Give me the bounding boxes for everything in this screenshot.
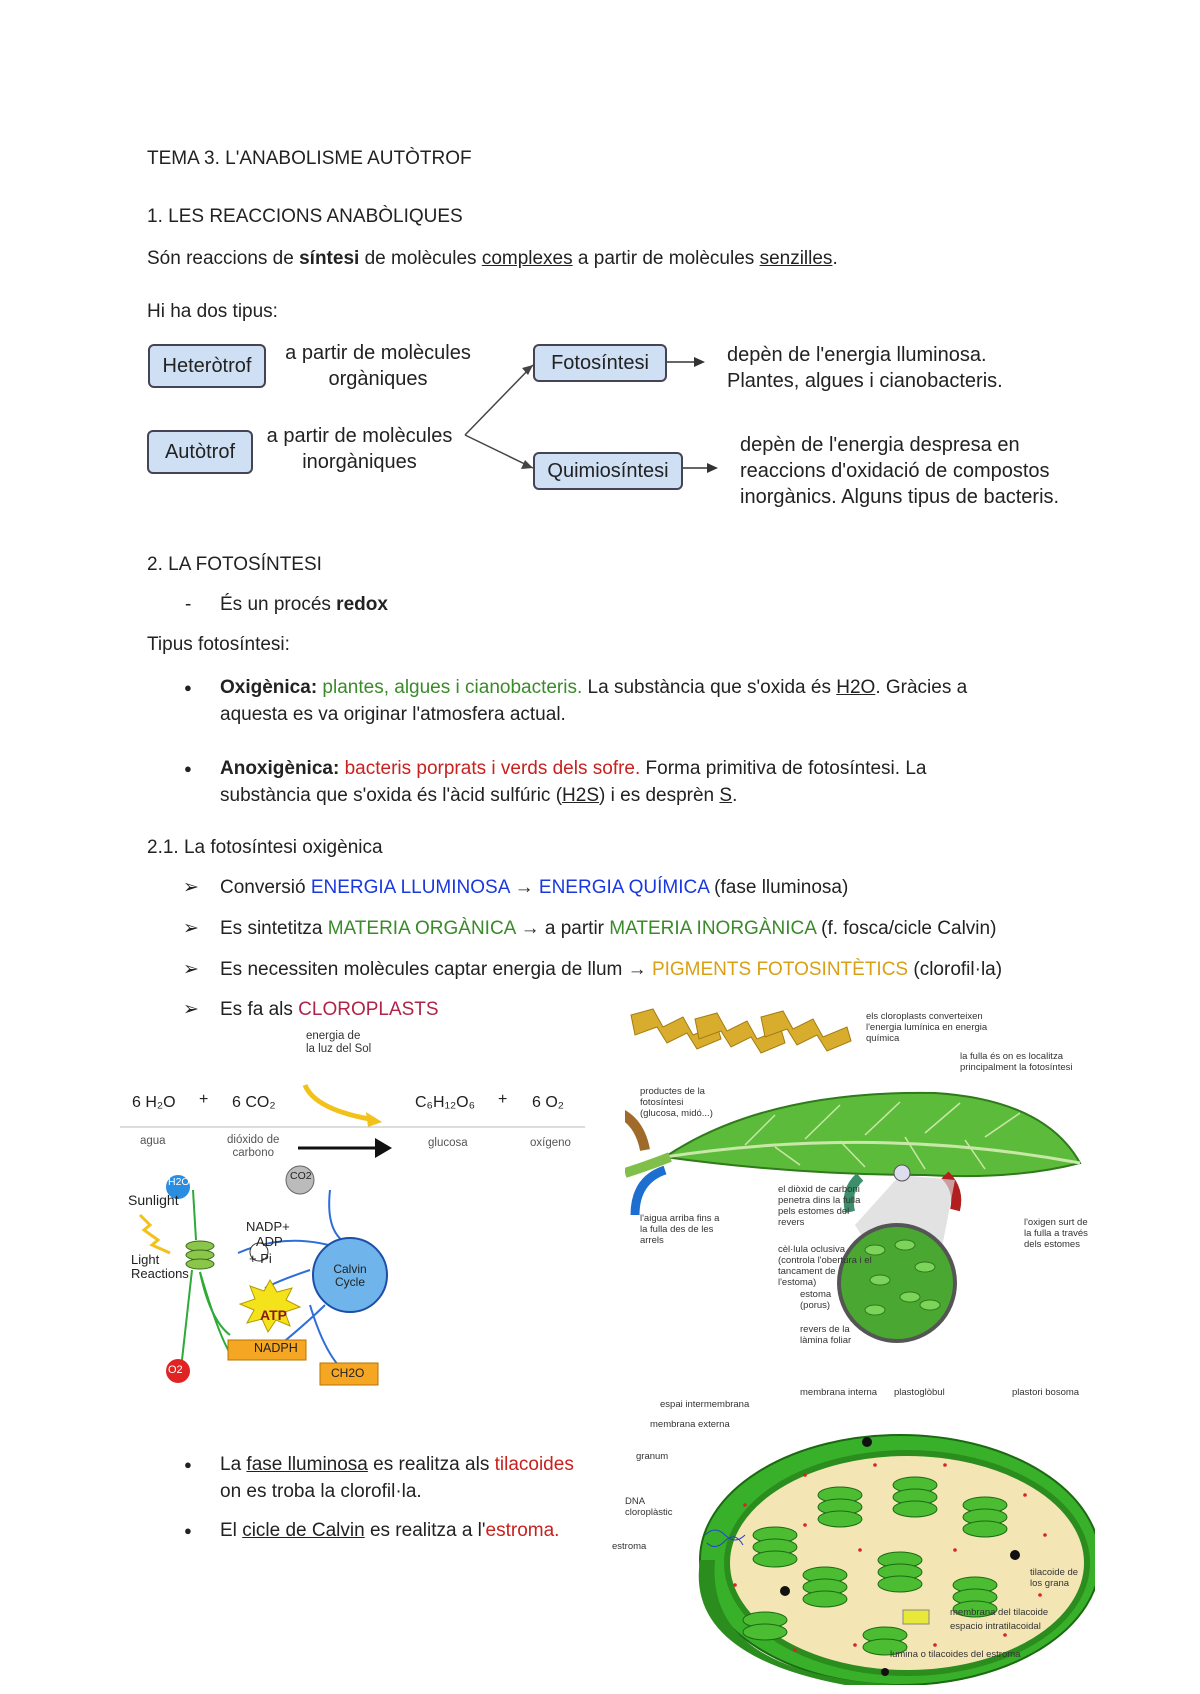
arrow-bullet-icon: ➢ [183,999,199,1020]
bullet-anoxigenica [220,757,926,782]
text-span: es realitza a l' [364,1520,486,1541]
text-span: La substància que s'oxida és [582,677,837,698]
bold-term: Anoxigènica: [220,758,340,779]
page-title: TEMA 3. L'ANABOLISME AUTÒTROF [147,148,472,169]
green-text: MATERIA ORGÀNICA [327,918,516,939]
fotosintesi-desc [727,342,1003,394]
nadph-label: NADPH [254,1341,298,1355]
red-text: bacteris porprats i verds dels sofre. [339,758,641,779]
ch2o-label: CH2O [331,1366,365,1380]
text-span: de molècules [359,248,482,269]
o2-label: O2 [168,1364,183,1376]
section-heading-1: 1. LES REACCIONS ANABÒLIQUES [147,206,463,227]
autotrof-box: Autòtrof [147,430,253,474]
underlined-term: senzilles [759,248,833,269]
text-span: (fase lluminosa) [708,877,849,898]
arrow-item-3 [220,958,1002,983]
text-span: . Gràcies a [875,677,968,698]
underlined-term: cicle de Calvin [242,1520,365,1541]
arrow-item-1 [220,876,848,901]
orange-text: PIGMENTS FOTOSINTÈTICS [651,959,909,980]
types-photosynthesis: Tipus fotosíntesi: [147,634,290,655]
text-span: . [732,785,738,806]
underlined-term: fase lluminosa [246,1454,368,1475]
chloroplast-label-intrathylakoid: espacio intratilacoidal [950,1621,1041,1632]
bullet-oxigenica [220,676,967,701]
bullet-oxigenica-line2: aquesta es va originar l'atmosfera actual. [220,704,566,725]
text-span: Són reaccions de [147,248,300,269]
bold-term: síntesi [299,248,360,269]
text-span: . [832,248,838,269]
text-span: (f. fosca/cicle Calvin) [815,918,997,939]
leaf-label-products: productes de la fotosíntesi (glucosa, midó...) [640,1086,713,1119]
autotrof-desc [257,423,462,475]
leaf-label-oxygen: l'oxigen surt de la fulla a través dels estomes [1024,1217,1088,1250]
text-span: → [509,877,539,898]
product-oxygen: 6 O₂ [532,1094,564,1111]
arrow-item-2 [220,917,996,942]
section-heading-2: 2. LA FOTOSÍNTESI [147,554,322,575]
desc-line: depèn de l'energia despresa en [740,434,1020,456]
arrow-bullet-icon: ➢ [183,959,199,980]
blue-text: ENERGIA QUÍMICA [538,877,709,898]
plus-sign: + [199,1091,209,1108]
text-span: substància que s'oxida és l'àcid sulfúric ( [220,785,563,806]
label-line: Calvin [333,1262,367,1276]
bullet-light-phase [220,1453,574,1478]
label-line: Reactions [131,1266,189,1282]
desc-line: reaccions d'oxidació de compostos [740,460,1050,482]
blue-text: ENERGIA LLUMINOSA [310,877,510,898]
underlined-term: S [719,785,733,806]
leaf-label-guard-cell: cèl·lula oclusiva (controla l'obertura i el tancament de l'estoma) [778,1244,872,1288]
text-span: ) i es desprèn [599,785,720,806]
bold-term: redox [336,594,388,615]
section-heading-2-1: 2.1. La fotosíntesi oxigènica [147,837,383,858]
chloroplast-label-inner-membrane: membrana interna [800,1387,878,1398]
co2-name [227,1134,279,1160]
heterotrof-desc [278,340,478,392]
pi-label: + Pi [249,1251,272,1266]
heterotrof-box: Heteròtrof [148,344,266,388]
chloroplast-label-intermembrane: espai intermembrana [660,1399,750,1410]
chloroplast-label-thylakoid-membrane: membrana del tilacoide [950,1607,1049,1618]
leaf-label-stoma: estoma (porus) [800,1289,832,1311]
co2-label: CO2 [290,1170,312,1182]
redox-line [220,593,388,618]
text-span: És un procés [220,594,337,615]
bullet-light-phase-line2: on es troba la clorofil·la. [220,1481,422,1502]
reactant-water: 6 H₂O [132,1094,176,1111]
leaf-label-chloroplasts: els cloroplasts converteixen l'energia lumínica en energia química [866,1011,988,1044]
red-text: estroma. [485,1520,560,1541]
plus-sign: + [498,1091,508,1108]
reactant-co2: 6 CO₂ [232,1094,276,1111]
chloroplast-label-ribosome: plastori bosoma [1012,1387,1080,1398]
glucose-name: glucosa [428,1137,468,1149]
chloroplast-label-stroma-lamellae: lumina o tilacoides del estroma [890,1649,1021,1660]
chloroplast-label-granum: granum [636,1451,669,1462]
adp-label: ADP [256,1234,283,1249]
label-line: dióxido de [227,1134,280,1146]
fotosintesi-box: Fotosíntesi [533,344,667,382]
quimiosintesi-desc [740,432,1059,510]
arrow-bullet-icon: ➢ [183,877,199,898]
desc-line: inorgàniques [302,451,417,473]
atp-label: ATP [260,1307,287,1323]
bullet-calvin [220,1519,559,1544]
dash-bullet: - [185,594,192,615]
desc-line: depèn de l'energia lluminosa. [727,344,987,366]
desc-line: inorgànics. Alguns tipus de bacteris. [740,486,1060,508]
underlined-term: H2S [562,785,600,806]
underlined-term: complexes [481,248,573,269]
product-glucose: C₆H₁₂O₆ [415,1094,476,1111]
underlined-term: H2O [836,677,876,698]
label-line: Light [131,1252,160,1267]
sunlight-label: Sunlight [128,1192,179,1208]
chloroplast-label-plastoglobule: plastoglòbul [894,1387,945,1398]
label-line: Cycle [334,1275,365,1290]
green-text: MATERIA INORGÀNICA [609,918,816,939]
sun-energy-label [306,1030,371,1056]
red-text: tilacoides [494,1454,574,1475]
text-span: (clorofil·la) [908,959,1003,980]
text-span: Es necessiten molècules captar energia de llum → [220,959,652,980]
equation-rule [120,1122,590,1132]
label-line: energia de [306,1030,361,1042]
leaf-label-water: l'aigua arriba fins a la fulla des de les arrels [640,1213,720,1246]
leaf-label-co2: el diòxid de carboni penetra dins la fulla pels estomes del revers [778,1184,861,1228]
desc-line: a partir de molècules [266,425,453,447]
label-line: la luz del Sol [306,1043,372,1056]
text-span: Es sintetitza [220,918,328,939]
chloroplast-label-grana-thylakoid: tilacoide de los grana [1030,1567,1079,1589]
label-line: carbono [232,1147,274,1160]
water-name: agua [140,1135,166,1147]
types-intro: Hi ha dos tipus: [147,301,278,322]
text-span: Es fa als [220,999,299,1020]
desc-line: a partir de molècules [285,342,471,364]
desc-line: Plantes, algues i cianobacteris. [727,370,1003,392]
desc-line: orgàniques [328,368,428,390]
green-text: plantes, algues i cianobacteris. [317,677,583,698]
arrow-bullet-icon: ➢ [183,918,199,939]
leaf-label-underside: revers de la làmina foliar [800,1324,852,1346]
nadp-label: NADP+ [246,1219,290,1234]
bullet-anoxigenica-line2 [220,784,737,809]
text-span: es realitza als [367,1454,495,1475]
chloroplast-label-outer-membrane: membrana externa [650,1419,730,1430]
chloroplast-label-dna: DNA cloroplàstic [625,1496,673,1518]
text-span: a partir de molècules [572,248,760,269]
h2o-label: H2O [168,1176,190,1188]
leaf-label-location: la fulla és on es localitza principalment la fotosíntesi [960,1051,1073,1073]
text-span: La [220,1454,247,1475]
text-span: El [220,1520,243,1541]
quimiosintesi-box: Quimiosíntesi [533,452,683,490]
chloroplast-label-stroma: estroma [612,1541,647,1552]
bold-term: Oxigènica: [220,677,318,698]
maroon-text: CLOROPLASTS [298,999,439,1020]
arrow-item-4 [220,998,439,1023]
oxygen-name: oxígeno [530,1137,571,1149]
text-span: Forma primitiva de fotosíntesi. La [640,758,927,779]
text-span: Conversió [220,877,311,898]
light-reactions-label [131,1253,189,1282]
calvin-cycle-label [328,1263,372,1289]
text-span: → a partir [515,918,610,939]
